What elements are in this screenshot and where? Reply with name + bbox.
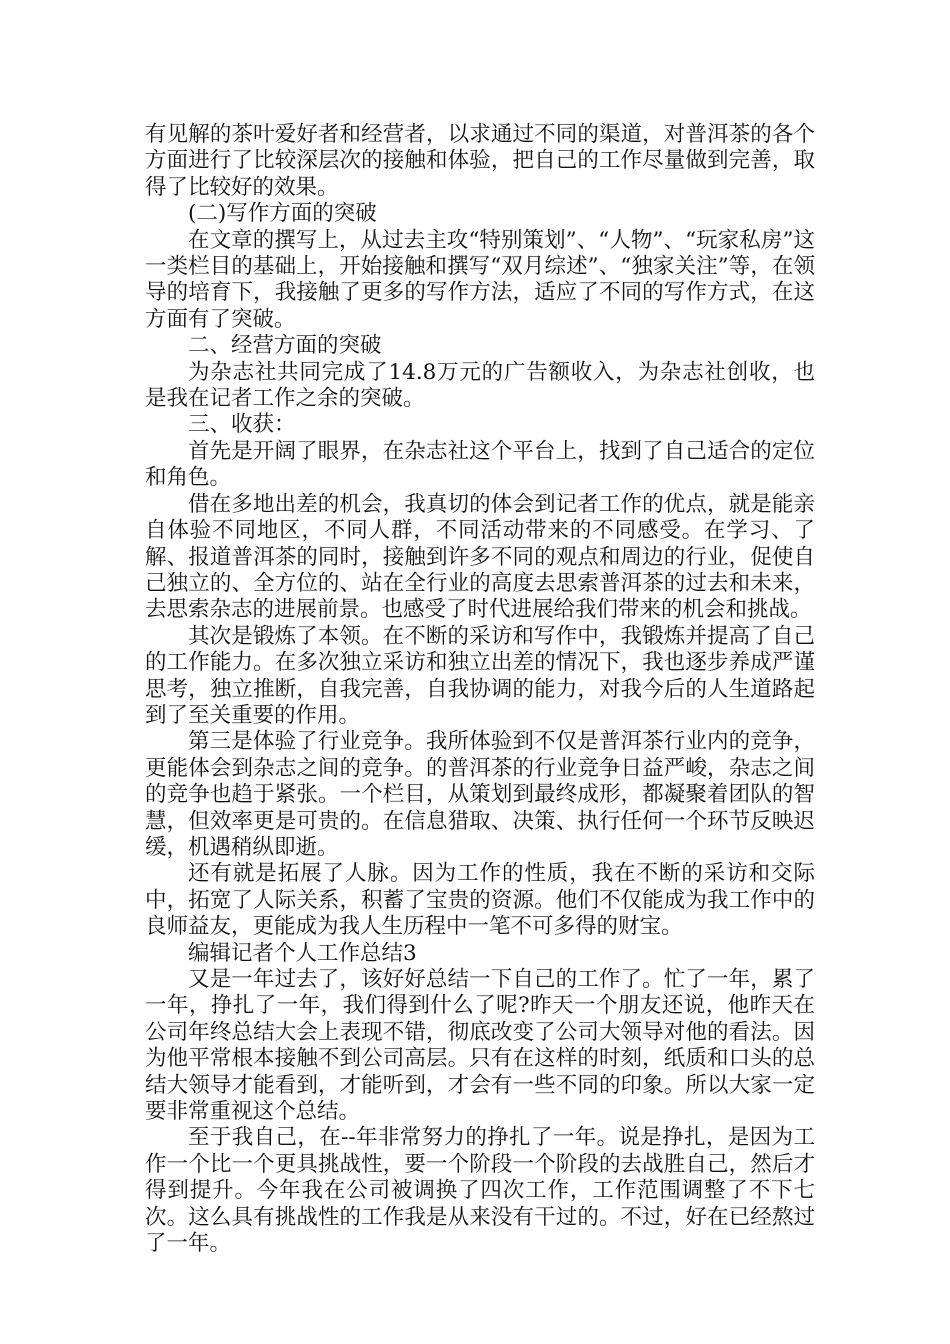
document-page — [145, 122, 815, 1257]
paragraph-writing: 在文章的撰写上，从过去主攻“特别策划”、“人物”、“玩家私房”这一类栏目的基础上，开始接触和撰写“双月综述”、“独家关注”等，在领导的培育下，我接触了更多的写作方法，适应了不同的写作方式，在这方面有了突破。 — [145, 227, 815, 332]
paragraph-continuation: 有见解的茶叶爱好者和经营者，以求通过不同的渠道，对普洱茶的各个方面进行了比较深层次的接触和体验，把自己的工作尽量做到完善，取得了比较好的效果。 — [145, 122, 815, 200]
paragraph-gains-4: 第三是体验了行业竞争。我所体验到不仅是普洱茶行业内的竞争，更能体会到杂志之间的竞争。的普洱茶的行业竞争日益严峻，杂志之间的竞争也趋于紧张。一个栏目，从策划到最终成形，都凝聚着团队的智慧，但效率更是可贵的。在信息猎取、决策、执行任何一个环节反映迟缓，机遇稍纵即逝。 — [145, 729, 815, 860]
paragraph-gains-2: 借在多地出差的机会，我真切的体会到记者工作的优点，就是能亲自体验不同地区，不同人群，不同活动带来的不同感受。在学习、了解、报道普洱茶的同时，接触到许多不同的观点和周边的行业，促使自己独立的、全方位的、站在全行业的高度去思索普洱茶的过去和未来，去思索杂志的进展前景。也感受了时代进展给我们带来的机会和挑战。 — [145, 491, 815, 623]
section-heading-writing: (二)写作方面的突破 — [188, 201, 377, 227]
section-heading-business: 二、经营方面的突破 — [188, 333, 382, 359]
section-heading-summary-3: 编辑记者个人工作总结3 — [188, 940, 417, 966]
paragraph-business: 为杂志社共同完成了14.8万元的广告额收入，为杂志社创收，也是我在记者工作之余的突破。 — [145, 359, 815, 412]
paragraph-gains-1: 首先是开阔了眼界，在杂志社这个平台上，找到了自己适合的定位和角色。 — [145, 438, 815, 491]
paragraph-summary-3-1: 又是一年过去了，该好好总结一下自己的工作了。忙了一年，累了一年，挣扎了一年，我们得到什么了呢?昨天一个朋友还说，他昨天在公司年终总结大会上表现不错，彻底改变了公司大领导对他的看法。因为他平常根本接触不到公司高层。只有在这样的时刻，纸质和口头的总结大领导才能看到，才能听到，才会有一些不同的印象。所以大家一定要非常重视这个总结。 — [145, 967, 815, 1125]
paragraph-summary-3-2: 至于我自己，在--年非常努力的挣扎了一年。说是挣扎，是因为工作一个比一个更具挑战性，要一个阶段一个阶段的去战胜自己，然后才得到提升。今年我在公司被调换了四次工作，工作范围调整了不下七次。这么具有挑战性的工作我是从来没有干过的。不过，好在已经熬过了一年。 — [145, 1125, 815, 1257]
paragraph-gains-5: 还有就是拓展了人脉。因为工作的性质，我在不断的采访和交际中，拓宽了人际关系，积蓄了宝贵的资源。他们不仅能成为我工作中的良师益友，更能成为我人生历程中一笔不可多得的财宝。 — [145, 861, 815, 940]
section-heading-gains: 三、收获： — [188, 412, 296, 438]
paragraph-gains-3: 其次是锻炼了本领。在不断的采访和写作中，我锻炼并提高了自己的工作能力。在多次独立采访和独立出差的情况下，我也逐步养成严谨思考，独立推断，自我完善，自我协调的能力，对我今后的人生道路起到了至关重要的作用。 — [145, 623, 815, 728]
